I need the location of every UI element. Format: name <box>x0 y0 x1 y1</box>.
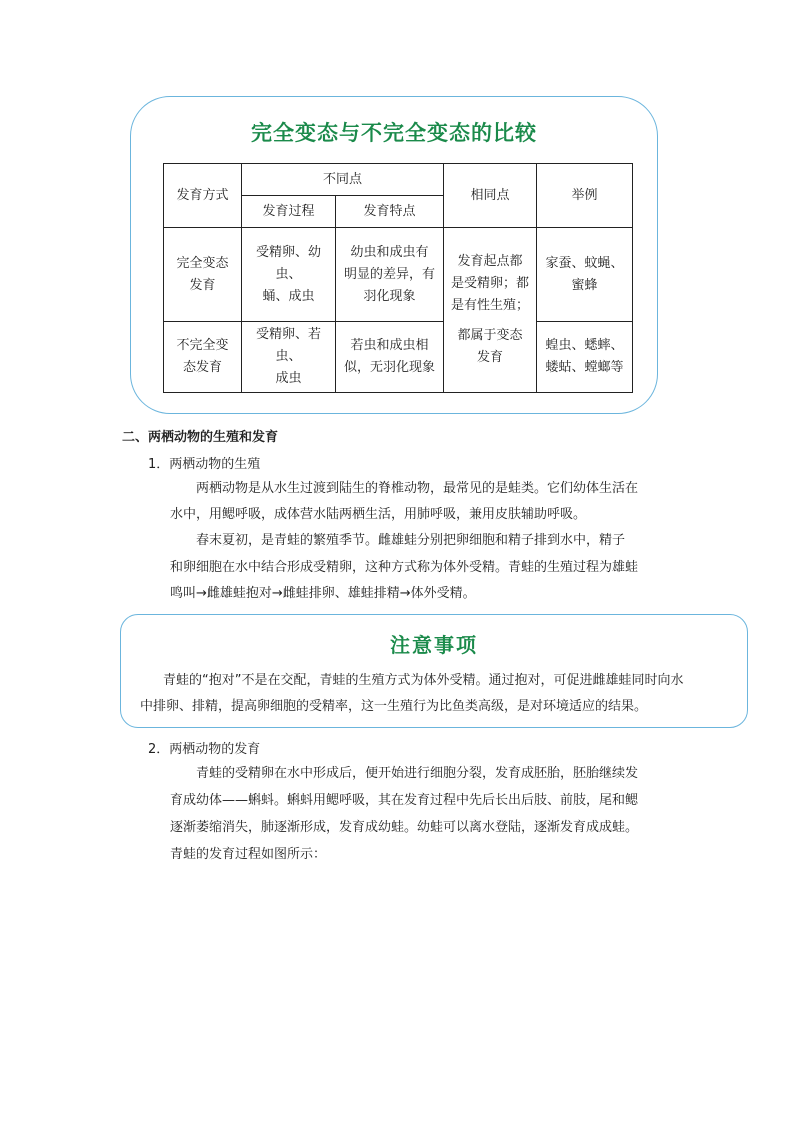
paragraph-line: 青蛙的发育过程如图所示： <box>170 847 327 862</box>
cell-mode: 完全变态 发育 <box>164 228 242 322</box>
cell-feature: 若虫和成虫相 似，无羽化现象 <box>336 322 444 393</box>
subheading-reproduction: 1．两栖动物的生殖 <box>148 457 261 472</box>
paragraph-line: 两栖动物是从水生过渡到陆生的脊椎动物，最常见的是蛙类。它们幼体生活在 <box>196 481 639 496</box>
table-row <box>164 228 633 322</box>
header-different: 不同点 <box>242 164 444 196</box>
cell-example: 蝗虫、蟋蟀、 蝼蛄、螳螂等 <box>537 322 633 393</box>
cell-mode: 不完全变 态发育 <box>164 322 242 393</box>
paragraph-line: 春末夏初，是青蛙的繁殖季节。雌雄蛙分别把卵细胞和精子排到水中，精子 <box>196 533 626 548</box>
header-same: 相同点 <box>444 164 537 228</box>
paragraph-line: 和卵细胞在水中结合形成受精卵，这种方式称为体外受精。青蛙的生殖过程为雄蛙 <box>170 560 639 575</box>
note-line: 中排卵、排精，提高卵细胞的受精率，这一生殖行为比鱼类高级，是对环境适应的结果。 <box>140 699 648 714</box>
header-feature: 发育特点 <box>336 196 444 228</box>
comparison-table <box>163 163 633 393</box>
note-line: 青蛙的“抱对”不是在交配，青蛙的生殖方式为体外受精。通过抱对，可促进雌雄蛙同时向水 <box>163 673 684 688</box>
header-process: 发育过程 <box>242 196 336 228</box>
cell-process: 受精卵、幼虫、 蛹、成虫 <box>242 228 336 322</box>
cell-example: 家蚕、蚊蝇、 蜜蜂 <box>537 228 633 322</box>
table-row <box>164 322 633 393</box>
paragraph-line: 水中，用鳃呼吸，成体营水陆两栖生活，用肺呼吸，兼用皮肤辅助呼吸。 <box>170 507 587 522</box>
header-example: 举例 <box>537 164 633 228</box>
header-mode: 发育方式 <box>164 164 242 228</box>
paragraph-line: 逐渐萎缩消失，肺逐渐形成，发育成幼蛙。幼蛙可以离水登陆，逐渐发育成成蛙。 <box>170 820 639 835</box>
cell-same: 发育起点都 是受精卵；都 是有性生殖； 都属于变态 发育 <box>444 228 537 393</box>
comparison-title: 完全变态与不完全变态的比较 <box>251 120 537 145</box>
paragraph-line: 育成幼体——蝌蚪。蝌蚪用鳃呼吸，其在发育过程中先后长出后肢、前肢，尾和鳃 <box>170 793 639 808</box>
section-heading: 二、两栖动物的生殖和发育 <box>122 430 279 445</box>
paragraph-line: 鸣叫→雌雄蛙抱对→雌蛙排卵、雄蛙排精→体外受精。 <box>170 586 476 601</box>
cell-process: 受精卵、若虫、 成虫 <box>242 322 336 393</box>
cell-feature: 幼虫和成虫有 明显的差异，有 羽化现象 <box>336 228 444 322</box>
subheading-development: 2．两栖动物的发育 <box>148 742 261 757</box>
paragraph-line: 青蛙的受精卵在水中形成后，便开始进行细胞分裂，发育成胚胎，胚胎继续发 <box>196 766 639 781</box>
note-title: 注意事项 <box>390 633 478 657</box>
